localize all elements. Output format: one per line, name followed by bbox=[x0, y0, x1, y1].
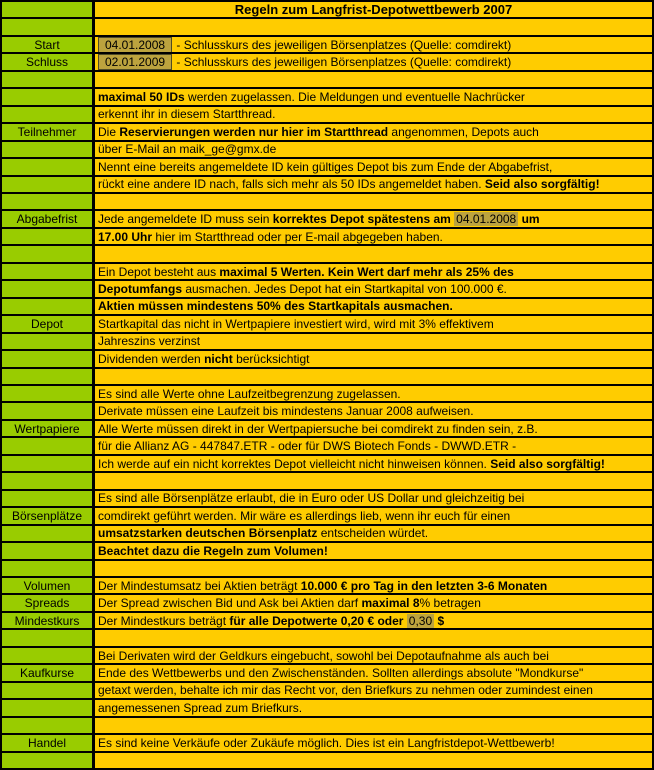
row-content-cell[interactable] bbox=[95, 89, 652, 104]
row-content-cell[interactable] bbox=[95, 648, 652, 663]
row-label-cell[interactable] bbox=[2, 124, 92, 139]
row-content-cell[interactable] bbox=[95, 543, 652, 558]
row-content-cell[interactable] bbox=[95, 665, 652, 680]
row-content-cell[interactable] bbox=[95, 526, 652, 541]
row-label: Volumen bbox=[23, 578, 71, 593]
row-label-cell[interactable] bbox=[2, 648, 92, 663]
row-label-cell[interactable] bbox=[2, 386, 92, 401]
text-segment: maximal 50 IDs bbox=[98, 89, 185, 104]
row-content-cell[interactable] bbox=[95, 421, 652, 436]
text-segment: erkennt ihr in diesem Startthread. bbox=[98, 107, 276, 122]
row-content-cell[interactable] bbox=[95, 613, 652, 628]
row-label-cell[interactable] bbox=[2, 508, 92, 523]
row-label-cell[interactable] bbox=[2, 561, 92, 576]
row-content-cell[interactable] bbox=[95, 456, 652, 471]
row-label: Depot bbox=[30, 316, 64, 331]
row-label-cell[interactable] bbox=[2, 54, 92, 69]
row-label-cell[interactable] bbox=[2, 421, 92, 436]
row-label-cell[interactable] bbox=[2, 369, 92, 384]
row-content-cell[interactable] bbox=[95, 630, 652, 645]
text-segment: Seid also sorgfältig! bbox=[484, 177, 600, 192]
row-label-cell[interactable] bbox=[2, 2, 92, 17]
row-label-cell[interactable] bbox=[2, 72, 92, 87]
text-segment: für alle Depotwerte 0,20 € oder bbox=[229, 613, 407, 628]
text-segment: Seid also sorgfältig! bbox=[490, 456, 605, 471]
text-segment: Regeln zum Langfrist-Depotwettbewerb 2007 bbox=[234, 2, 513, 18]
text-segment: rückt eine andere ID nach, falls sich mehr als 50 IDs angemeldet haben. bbox=[98, 177, 485, 192]
row-content-cell[interactable] bbox=[95, 37, 652, 52]
row-label: Mindestkurs bbox=[14, 613, 80, 628]
text-segment: 10.000 € pro Tag in den letzten 3-6 Monaten bbox=[300, 578, 548, 593]
row-label-cell[interactable] bbox=[2, 19, 92, 34]
text-segment: Der Mindestumsatz bei Aktien beträgt bbox=[98, 578, 301, 593]
row-label: Handel bbox=[27, 735, 67, 750]
row-content-cell[interactable] bbox=[95, 753, 652, 768]
row-label-cell[interactable] bbox=[2, 630, 92, 645]
row-label-cell[interactable] bbox=[2, 334, 92, 349]
text-segment: % betragen bbox=[419, 596, 481, 611]
row-label-cell[interactable] bbox=[2, 543, 92, 558]
row-content-cell[interactable] bbox=[95, 316, 652, 331]
row-content-cell[interactable] bbox=[95, 159, 652, 174]
row-content-cell[interactable] bbox=[95, 246, 652, 261]
row-content-cell[interactable] bbox=[95, 491, 652, 506]
highlighted-value: 0,30 bbox=[408, 613, 433, 628]
row-content-cell[interactable] bbox=[95, 578, 652, 593]
highlighted-value: 02.01.2009 bbox=[98, 54, 172, 69]
row-label-cell[interactable] bbox=[2, 753, 92, 768]
row-label: Start bbox=[34, 37, 60, 52]
row-label-cell[interactable] bbox=[2, 491, 92, 506]
row-content-cell[interactable] bbox=[95, 386, 652, 401]
highlighted-value: 04.01.2008 bbox=[456, 212, 517, 227]
row-content-cell[interactable] bbox=[95, 2, 652, 17]
row-label-cell[interactable] bbox=[2, 246, 92, 261]
row-label-cell[interactable] bbox=[2, 718, 92, 733]
row-label-cell[interactable] bbox=[2, 281, 92, 296]
row-label: Kaufkurse bbox=[19, 665, 75, 680]
row-label-cell[interactable] bbox=[2, 683, 92, 698]
text-segment: Jahreszins verzinst bbox=[98, 334, 201, 349]
row-content-cell[interactable] bbox=[95, 334, 652, 349]
text-segment: Die bbox=[98, 124, 120, 139]
row-label-cell[interactable] bbox=[2, 578, 92, 593]
row-content-cell[interactable] bbox=[95, 229, 652, 244]
text-segment: Aktien müssen mindestens 50% des Startkapitals ausmachen. bbox=[98, 299, 453, 314]
row-label-cell[interactable] bbox=[2, 351, 92, 366]
highlighted-value: 04.01.2008 bbox=[98, 37, 172, 52]
text-segment: getaxt werden, behalte ich mir das Recht vor, den Briefkurs zu nehmen oder zumindest einen bbox=[98, 683, 593, 698]
text-segment: angemessenen Spread zum Briefkurs. bbox=[98, 700, 303, 715]
text-segment: entscheiden würdet. bbox=[317, 526, 429, 541]
text-segment: 17.00 Uhr bbox=[98, 229, 153, 244]
row-content-cell[interactable] bbox=[95, 72, 652, 87]
text-segment: Ein Depot besteht aus bbox=[98, 264, 220, 279]
row-label-cell[interactable] bbox=[2, 665, 92, 680]
text-segment: über E-Mail an maik_ge@gmx.de bbox=[98, 142, 277, 157]
row-label-cell[interactable] bbox=[2, 194, 92, 209]
text-segment: Bei Derivaten wird der Geldkurs eingebucht, sowohl bei Depotaufnahme als auch bei bbox=[98, 648, 549, 663]
text-segment: umsatzstarken deutschen Börsenplatz bbox=[98, 526, 318, 541]
row-label-cell[interactable] bbox=[2, 264, 92, 279]
row-label-cell[interactable] bbox=[2, 700, 92, 715]
row-label-cell[interactable] bbox=[2, 229, 92, 244]
text-segment: Es sind keine Verkäufe oder Zukäufe möglich. Dies ist ein Langfristdepot-Wettbewerb! bbox=[98, 735, 555, 750]
row-label-cell[interactable] bbox=[2, 456, 92, 471]
row-label-cell[interactable] bbox=[2, 211, 92, 226]
text-segment: korrektes Depot spätestens am bbox=[272, 212, 455, 227]
row-label-cell[interactable] bbox=[2, 316, 92, 331]
row-content-cell[interactable] bbox=[95, 735, 652, 750]
text-segment: Ich werde auf ein nicht korrektes Depot vielleicht nicht hinweisen können. bbox=[98, 456, 491, 471]
row-content-cell[interactable] bbox=[95, 438, 652, 453]
row-label-cell[interactable] bbox=[2, 613, 92, 628]
row-content-cell[interactable] bbox=[95, 700, 652, 715]
row-content-cell[interactable] bbox=[95, 683, 652, 698]
row-label-cell[interactable] bbox=[2, 299, 92, 314]
row-label-cell[interactable] bbox=[2, 37, 92, 52]
row-content-cell[interactable] bbox=[95, 561, 652, 576]
row-content-cell[interactable] bbox=[95, 194, 652, 209]
row-content-cell[interactable] bbox=[95, 142, 652, 157]
text-segment: Ende des Wettbewerbs und den Zwischenständen. Sollten allerdings absolute "Mondkurse" bbox=[98, 665, 584, 680]
text-segment: nicht bbox=[204, 351, 233, 366]
text-segment: berücksichtigt bbox=[232, 351, 310, 366]
row-content-cell[interactable] bbox=[95, 718, 652, 733]
row-content-cell[interactable] bbox=[95, 508, 652, 523]
row-content-cell[interactable] bbox=[95, 107, 652, 122]
row-label-cell[interactable] bbox=[2, 403, 92, 418]
text-segment: Reservierungen werden nur hier im Startthread bbox=[119, 124, 389, 139]
row-label-cell[interactable] bbox=[2, 735, 92, 750]
text-segment: maximal 8 bbox=[361, 596, 420, 611]
text-segment: $ bbox=[434, 613, 445, 628]
text-segment: Es sind alle Börsenplätze erlaubt, die in Euro oder US Dollar und gleichzeitig bei bbox=[98, 491, 525, 506]
row-label: Börsenplätze bbox=[11, 508, 83, 523]
row-label-cell[interactable] bbox=[2, 159, 92, 174]
row-content-cell[interactable] bbox=[95, 351, 652, 366]
text-segment: angenommen, Depots auch bbox=[388, 124, 539, 139]
row-content-cell[interactable] bbox=[95, 299, 652, 314]
row-label: Schluss bbox=[25, 55, 69, 70]
row-content-cell[interactable] bbox=[95, 281, 652, 296]
text-segment: ausmachen. Jedes Depot hat ein Startkapital von 100.000 €. bbox=[182, 281, 507, 296]
row-label-cell[interactable] bbox=[2, 595, 92, 610]
text-segment: Derivate müssen eine Laufzeit bis mindestens Januar 2008 aufweisen. bbox=[98, 404, 474, 419]
text-segment: Der Spread zwischen Bid und Ask bei Aktien darf bbox=[98, 596, 362, 611]
row-content-cell[interactable] bbox=[95, 264, 652, 279]
text-segment: Beachtet dazu die Regeln zum Volumen! bbox=[98, 543, 328, 558]
text-segment: comdirekt geführt werden. Mir wäre es allerdings lieb, wenn ihr euch für einen bbox=[98, 508, 511, 523]
text-segment: hier im Startthread oder per E-mail abgegeben haben. bbox=[152, 229, 443, 244]
row-content-cell[interactable] bbox=[95, 124, 652, 139]
text-segment: Dividenden werden bbox=[98, 351, 205, 366]
row-content-cell[interactable] bbox=[95, 211, 652, 226]
row-label-cell[interactable] bbox=[2, 177, 92, 192]
row-label-cell[interactable] bbox=[2, 473, 92, 488]
row-content-cell[interactable] bbox=[95, 19, 652, 34]
text-segment: - Schlusskurs des jeweiligen Börsenplatzes (Quelle: comdirekt) bbox=[173, 55, 512, 70]
row-label-cell[interactable] bbox=[2, 142, 92, 157]
row-content-cell[interactable] bbox=[95, 177, 652, 192]
row-label-cell[interactable] bbox=[2, 107, 92, 122]
text-segment: für die Allianz AG - 447847.ETR - oder für DWS Biotech Fonds - DWWD.ETR - bbox=[98, 439, 517, 454]
row-label: Wertpapiere bbox=[14, 421, 80, 436]
row-content-cell[interactable] bbox=[95, 54, 652, 69]
text-segment: Jede angemeldete ID muss sein bbox=[98, 212, 273, 227]
row-content-cell[interactable] bbox=[95, 369, 652, 384]
row-label: Teilnehmer bbox=[17, 124, 77, 139]
text-segment: werden zugelassen. Die Meldungen und eventuelle Nachrücker bbox=[184, 89, 525, 104]
text-segment: Der Mindestkurs beträgt bbox=[98, 613, 230, 628]
row-content-cell[interactable] bbox=[95, 473, 652, 488]
text-segment: Es sind alle Werte ohne Laufzeitbegrenzung zugelassen. bbox=[98, 386, 401, 401]
text-segment: Depotumfangs bbox=[98, 281, 182, 296]
row-label-cell[interactable] bbox=[2, 89, 92, 104]
text-segment: Nennt eine bereits angemeldete ID kein gültiges Depot bis zum Ende der Abgabefrist, bbox=[98, 159, 553, 174]
row-label: Abgabefrist bbox=[16, 212, 78, 227]
row-label-cell[interactable] bbox=[2, 526, 92, 541]
text-segment: um bbox=[518, 212, 540, 227]
text-segment: Startkapital das nicht in Wertpapiere investiert wird, wird mit 3% effektivem bbox=[98, 316, 494, 331]
row-content-cell[interactable] bbox=[95, 403, 652, 418]
row-label-cell[interactable] bbox=[2, 438, 92, 453]
text-segment: Alle Werte müssen direkt in der Wertpapiersuche bei comdirekt zu finden sein, z.B. bbox=[98, 421, 538, 436]
text-segment: - Schlusskurs des jeweiligen Börsenplatzes (Quelle: comdirekt) bbox=[173, 37, 512, 52]
text-segment: maximal 5 Werten. Kein Wert darf mehr als 25% des bbox=[219, 264, 514, 279]
row-label: Spreads bbox=[24, 596, 70, 611]
row-content-cell[interactable] bbox=[95, 595, 652, 610]
